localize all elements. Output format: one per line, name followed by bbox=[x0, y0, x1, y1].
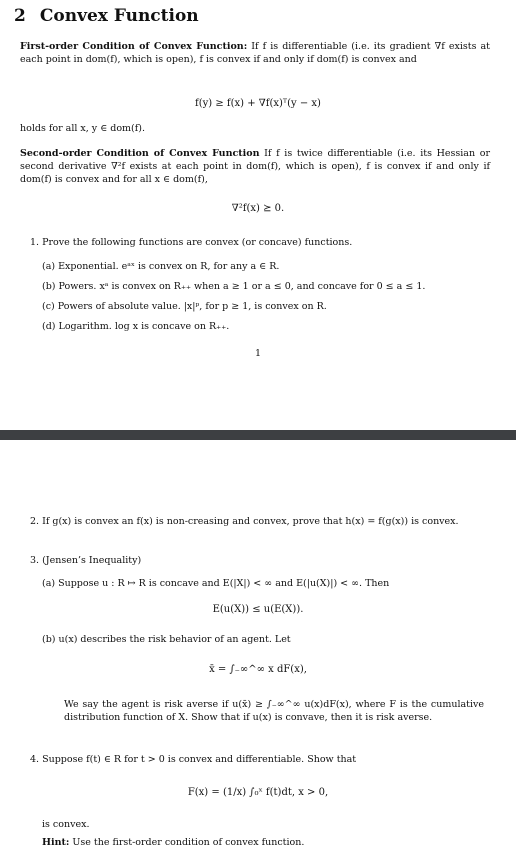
first-order-tail: holds for all x, y ∈ dom(f). bbox=[20, 123, 146, 134]
question-1a: (a) Exponential. eᵃˣ is convex on R, for any a ∈ R. bbox=[42, 261, 280, 272]
section-number: 2 bbox=[14, 6, 26, 26]
question-3a-equation: E(u(X)) ≤ u(E(X)). bbox=[212, 604, 304, 615]
hint-text: Use the first-order condition of convex function. bbox=[69, 837, 305, 848]
page-divider bbox=[0, 430, 516, 440]
first-order-body: If f is differentiable (i.e. its gradient ∇f exists at each point in dom(f), which is open), f is convex if and only if dom(f) is convex and bbox=[20, 41, 490, 65]
second-order-equation: ∇²f(x) ⪰ 0. bbox=[231, 203, 285, 214]
question-4-tail: is convex. bbox=[42, 819, 90, 830]
page-2 bbox=[0, 440, 516, 862]
question-4: 4. Suppose f(t) ∈ R for t > 0 is convex and differentiable. Show that bbox=[30, 754, 357, 765]
question-4-equation: F(x) = (1/x) ∫₀ˣ f(t)dt, x > 0, bbox=[187, 787, 329, 798]
question-3b-equation: x̄ = ∫₋∞^∞ x dF(x), bbox=[209, 664, 307, 675]
question-2: 2. If g(x) is convex an f(x) is non-creasing and convex, prove that h(x) = f(g(x)) is convex. bbox=[30, 516, 459, 527]
second-order-lead: Second-order Condition of Convex Function bbox=[20, 148, 260, 159]
section-title: Convex Function bbox=[39, 6, 199, 26]
first-order-lead: First-order Condition of Convex Function: bbox=[20, 41, 248, 52]
second-order-body: If f is twice differentiable (i.e. its Hessian or second derivative ∇²f exists at each point in dom(f), which is open), f is convex if and only if dom(f) is convex and for all x ∈ dom(f), bbox=[20, 148, 490, 185]
section-heading bbox=[14, 6, 213, 26]
question-1d: (d) Logarithm. log x is concave on R₊₊. bbox=[42, 321, 230, 332]
first-order-equation: f(y) ≥ f(x) + ∇f(x)ᵀ(y − x) bbox=[195, 98, 321, 109]
question-3a: (a) Suppose u : R ↦ R is concave and E(|X|) < ∞ and E(|u(X)|) < ∞. Then bbox=[42, 578, 390, 589]
question-3: 3. (Jensen’s Inequality) bbox=[30, 555, 142, 566]
question-3b: (b) u(x) describes the risk behavior of an agent. Let bbox=[42, 634, 291, 645]
second-order-condition bbox=[20, 147, 490, 186]
question-4-hint bbox=[42, 836, 482, 849]
page-1 bbox=[0, 0, 516, 430]
page-number: 1 bbox=[254, 348, 262, 359]
question-1: 1. Prove the following functions are convex (or concave) functions. bbox=[30, 237, 353, 248]
question-3b-body: We say the agent is risk averse if u(x̄) ≥ ∫₋∞^∞ u(x)dF(x), where F is the cumulative distribution function of X. Show that if u(x) is convave, then it is risk averse. bbox=[64, 699, 484, 723]
first-order-condition bbox=[20, 40, 490, 66]
hint-lead: Hint: bbox=[42, 837, 70, 848]
question-1b: (b) Powers. xᵃ is convex on R₊₊ when a ≥ 1 or a ≤ 0, and concave for 0 ≤ a ≤ 1. bbox=[42, 281, 426, 292]
question-1c: (c) Powers of absolute value. |x|ᵖ, for p ≥ 1, is convex on R. bbox=[42, 301, 327, 312]
